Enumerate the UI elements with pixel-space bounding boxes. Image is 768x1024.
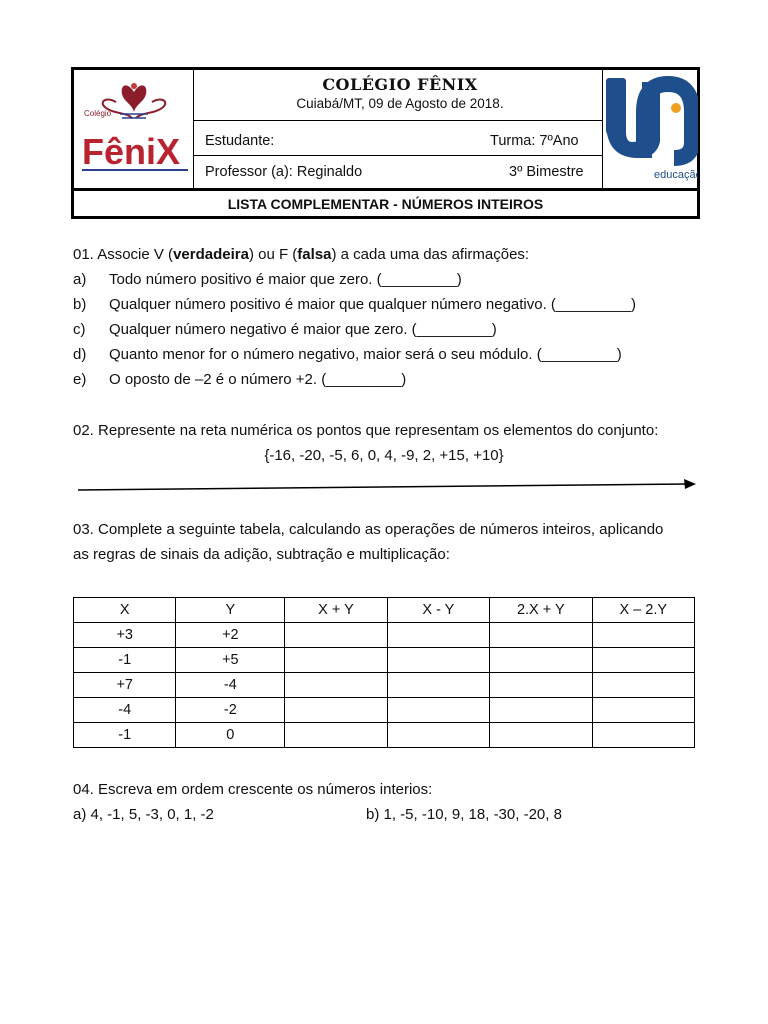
svg-text:Colégio: Colégio (84, 109, 112, 118)
answer-cell[interactable] (490, 648, 592, 673)
answer-cell[interactable] (387, 698, 489, 723)
answer-cell[interactable] (285, 723, 387, 748)
q3-intro-line2: as regras de sinais da adição, subtração e multiplicação: (73, 546, 450, 563)
table-row (74, 698, 695, 723)
cell-y: -4 (176, 673, 285, 698)
answer-cell[interactable] (490, 723, 592, 748)
q1-label-d: d) (73, 346, 87, 363)
q2-intro: 02. Represente na reta numérica os pontos que representam os elementos do conjunto: (73, 422, 659, 439)
q1-item-b: Qualquer número positivo é maior que qualquer número negativo. (_________) (109, 296, 636, 313)
answer-cell[interactable] (592, 673, 694, 698)
school-logo (76, 72, 193, 186)
q2-set: {-16, -20, -5, 6, 0, 4, -9, 2, +15, +10} (264, 447, 504, 464)
date-line: Cuiabá/MT, 09 de Agosto de 2018. (296, 96, 504, 111)
class-label: Turma: 7ºAno (490, 133, 579, 149)
answer-cell[interactable] (285, 673, 387, 698)
term-label: 3º Bimestre (509, 164, 584, 180)
uno-logo (604, 72, 698, 186)
header-x-minus-2y: X – 2.Y (592, 598, 694, 623)
operations-table (73, 597, 695, 748)
answer-cell[interactable] (285, 698, 387, 723)
table-row (74, 623, 695, 648)
table-row (74, 723, 695, 748)
cell-y: -2 (176, 698, 285, 723)
answer-cell[interactable] (592, 723, 694, 748)
student-label: Estudante: (205, 133, 275, 149)
cell-x: +7 (74, 673, 176, 698)
q1-item-e: O oposto de –2 é o número +2. (_________) (109, 371, 407, 388)
cell-y: +5 (176, 648, 285, 673)
q1-label-a: a) (73, 271, 87, 288)
answer-cell[interactable] (490, 623, 592, 648)
cell-y: 0 (176, 723, 285, 748)
cell-x: -1 (74, 648, 176, 673)
answer-cell[interactable] (592, 623, 694, 648)
school-name: COLÉGIO FÊNIX (322, 75, 478, 94)
header-x-minus-y: X - Y (387, 598, 489, 623)
q4-item-b: b) 1, -5, -10, 9, 18, -30, -20, 8 (366, 806, 562, 823)
svg-text:FêniX: FêniX (82, 131, 181, 172)
cell-y: +2 (176, 623, 285, 648)
worksheet-title: LISTA COMPLEMENTAR - NÚMEROS INTEIROS (227, 196, 544, 212)
q1-label-b: b) (73, 296, 87, 313)
number-line (76, 478, 700, 499)
header-2x-plus-y: 2.X + Y (490, 598, 592, 623)
cell-x: +3 (74, 623, 176, 648)
q1-item-a: Todo número positivo é maior que zero. (_________) (109, 271, 462, 288)
header-y: Y (176, 598, 285, 623)
answer-cell[interactable] (285, 623, 387, 648)
q3-intro-line1: 03. Complete a seguinte tabela, calculando as operações de números inteiros, aplicando (73, 521, 664, 538)
q1-label-e: e) (73, 371, 87, 388)
table-row (74, 673, 695, 698)
cell-x: -4 (74, 698, 176, 723)
q1-item-c: Qualquer número negativo é maior que zero. (_________) (109, 321, 497, 338)
answer-cell[interactable] (387, 723, 489, 748)
answer-cell[interactable] (387, 648, 489, 673)
arrow-head-icon (684, 479, 696, 489)
header-x-plus-y: X + Y (285, 598, 387, 623)
answer-cell[interactable] (387, 673, 489, 698)
answer-cell[interactable] (490, 673, 592, 698)
answer-cell[interactable] (387, 623, 489, 648)
answer-cell[interactable] (285, 648, 387, 673)
table-row (74, 648, 695, 673)
header-x: X (74, 598, 176, 623)
q1-item-d: Quanto menor for o número negativo, maior será o seu módulo. (_________) (109, 346, 622, 363)
teacher-label: Professor (a): Reginaldo (205, 164, 363, 180)
q4-item-a: a) 4, -1, 5, -3, 0, 1, -2 (73, 806, 214, 823)
q4-intro: 04. Escreva em ordem crescente os números interios: (73, 781, 433, 798)
table-header-row (74, 598, 695, 623)
q1-label-c: c) (73, 321, 86, 338)
answer-cell[interactable] (592, 698, 694, 723)
q1-intro: 01. Associe V (verdadeira) ou F (falsa) a cada uma das afirmações: (73, 246, 530, 263)
svg-text:educação: educação (654, 169, 698, 181)
phoenix-icon (103, 83, 166, 118)
answer-cell[interactable] (592, 648, 694, 673)
answer-cell[interactable] (490, 698, 592, 723)
header-box (71, 67, 700, 219)
cell-x: -1 (74, 723, 176, 748)
